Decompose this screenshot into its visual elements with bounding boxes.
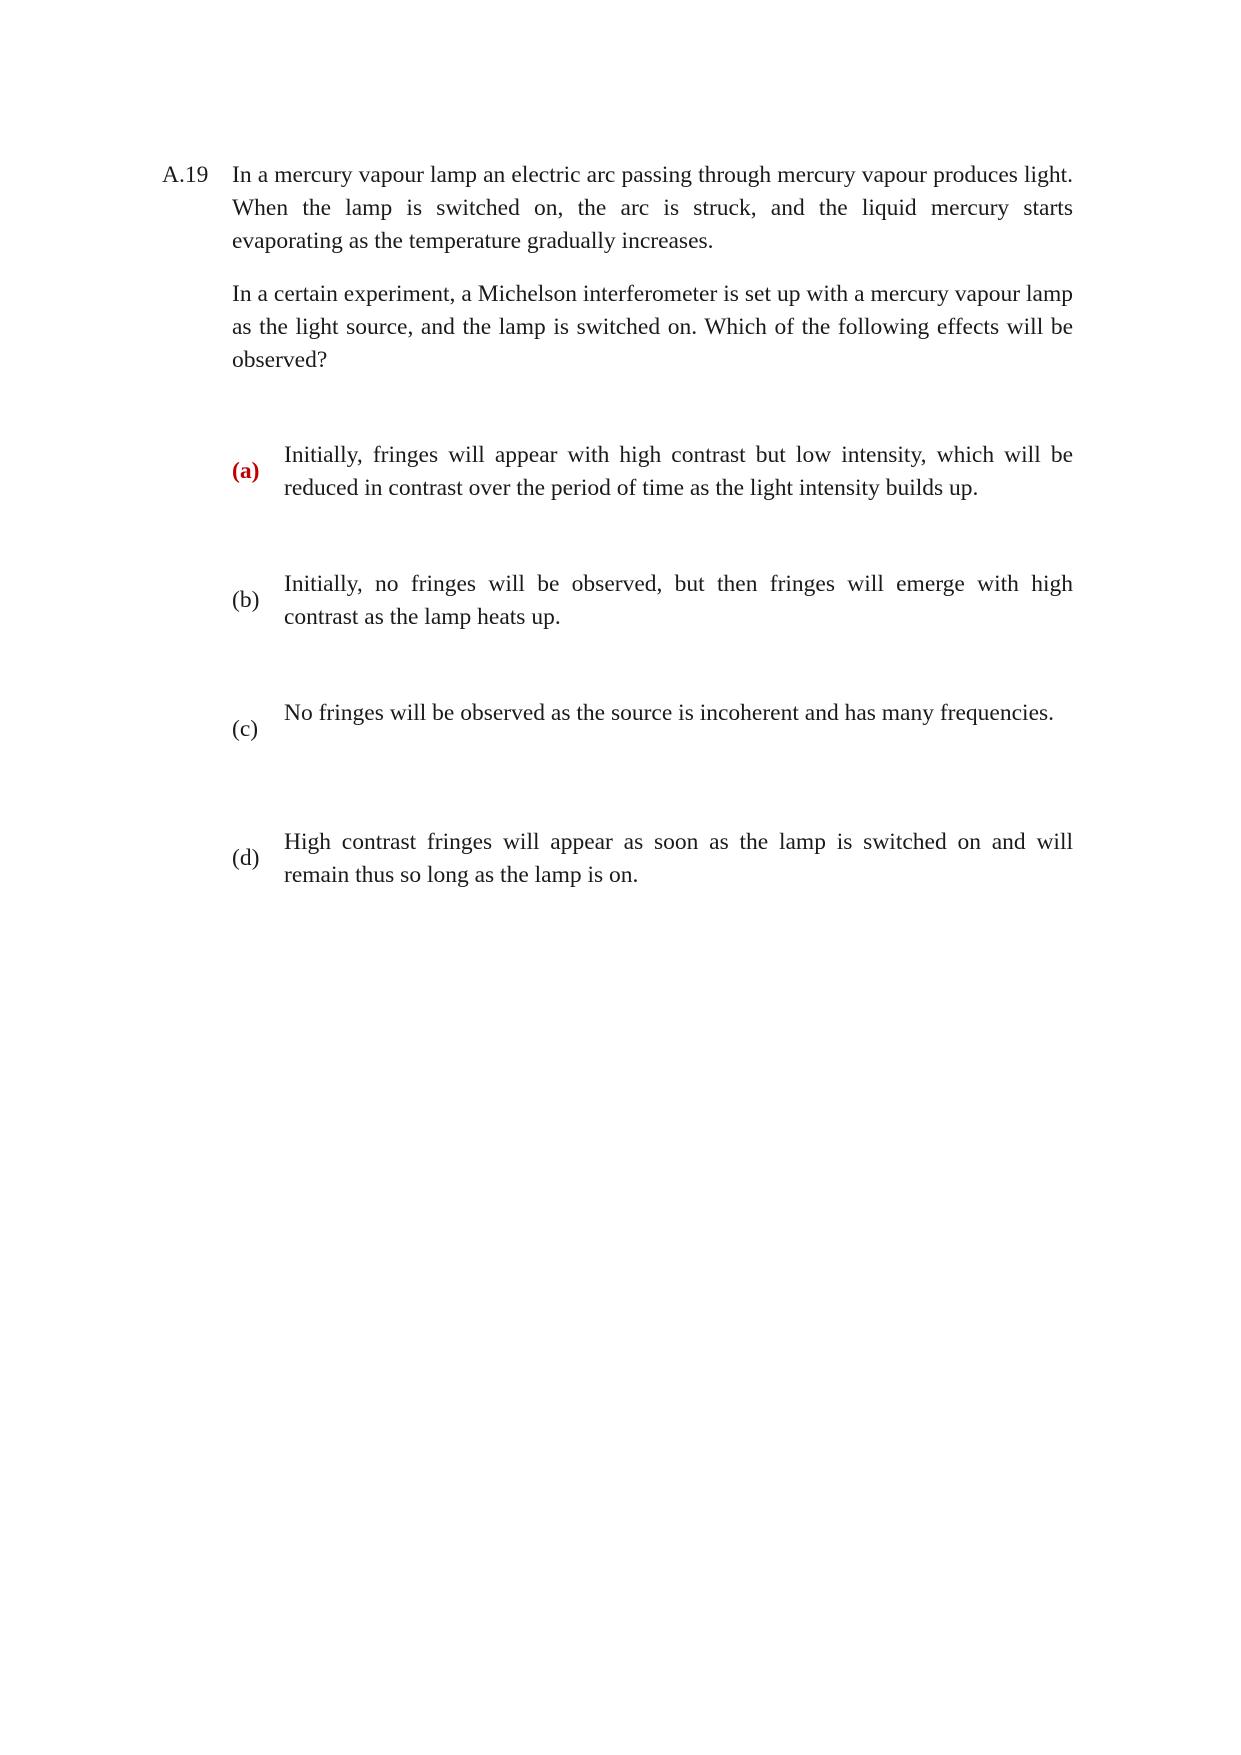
option-a-label: (a) xyxy=(232,458,260,484)
question-paragraph-1: In a mercury vapour lamp an electric arc passing through mercury vapour produces light. When the lamp is switched on, the arc is struck, and the liquid mercury starts evaporating as the temperature gradually increases. xyxy=(232,162,1073,254)
question-paragraph-2: In a certain experiment, a Michelson interferometer is set up with a mercury vapour lamp as the light source, and the lamp is switched on. Which of the following effects will be observed? xyxy=(232,281,1073,373)
option-c-text: No fringes will be observed as the source is incoherent and has many frequencies. xyxy=(284,700,1055,726)
option-a-text: Initially, fringes will appear with high contrast but low intensity, which will be reduced in contrast over the period of time as the light intensity builds up. xyxy=(284,442,1073,501)
option-b-label: (b) xyxy=(232,587,260,613)
question-number: A.19 xyxy=(162,162,209,188)
option-c-label: (c) xyxy=(232,716,259,742)
option-b-text: Initially, no fringes will be observed, but then fringes will emerge with high contrast as the lamp heats up. xyxy=(284,571,1073,630)
option-d-label: (d) xyxy=(232,845,260,871)
option-d-text: High contrast fringes will appear as soon as the lamp is switched on and will remain thus so long as the lamp is on. xyxy=(284,829,1073,888)
